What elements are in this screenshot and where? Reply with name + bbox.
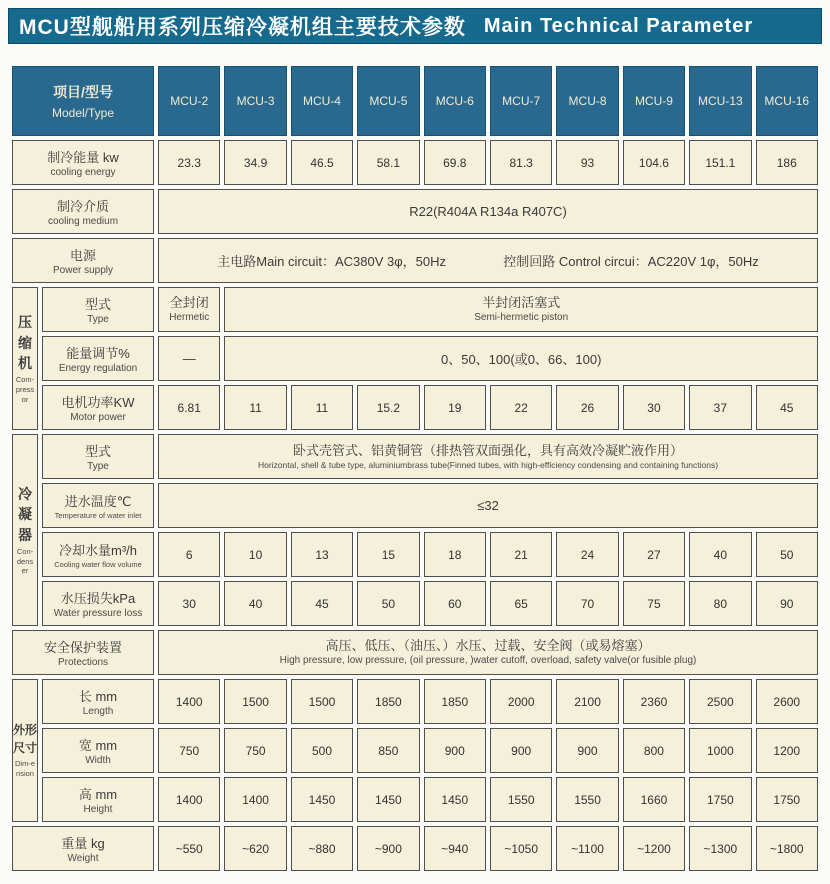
width-label: 宽 mm Width xyxy=(42,728,154,773)
value-cell: 1550 xyxy=(490,777,552,822)
value-cell: 1400 xyxy=(224,777,286,822)
value-cell: ~620 xyxy=(224,826,286,871)
value-cell: 21 xyxy=(490,532,552,577)
row-cooling-water-flow xyxy=(12,532,818,577)
compressor-type-label: 型式 Type xyxy=(42,287,154,332)
header-label-zh: 项目/型号 xyxy=(53,84,113,100)
condenser-group-label: 冷凝器 Con-denser xyxy=(12,434,38,626)
value-cell: 24 xyxy=(556,532,618,577)
value-cell: 1850 xyxy=(357,679,419,724)
value-cell: 186 xyxy=(756,140,818,185)
energy-regulation-rest: 0、50、100(或0、66、100) xyxy=(224,336,818,381)
value-cell: 93 xyxy=(556,140,618,185)
compressor-type-rest: 半封闭活塞式 Semi-hermetic piston xyxy=(224,287,818,332)
cooling-water-flow-label: 冷却水量m³/h Cooling water flow volume xyxy=(42,532,154,577)
page-title-zh: MCU型舰船用系列压缩冷凝机组主要技术参数 xyxy=(19,16,466,39)
value-cell: 750 xyxy=(158,728,220,773)
row-cooling-medium xyxy=(12,189,818,234)
row-energy-regulation xyxy=(12,336,818,381)
value-cell: 13 xyxy=(291,532,353,577)
value-cell: 81.3 xyxy=(490,140,552,185)
model-header-cell: MCU-2 xyxy=(158,66,220,136)
model-header-cell: MCU-8 xyxy=(556,66,618,136)
value-cell: 1500 xyxy=(291,679,353,724)
value-cell: 11 xyxy=(291,385,353,430)
row-compressor-type xyxy=(12,287,818,332)
protections-label: 安全保护装置 Protections xyxy=(12,630,154,675)
value-cell: 6.81 xyxy=(158,385,220,430)
dimensions-group-label: 外形尺寸 Dim-ension xyxy=(12,679,38,822)
compressor-type-first: 全封闭 Hermetic xyxy=(158,287,220,332)
page-title xyxy=(8,8,822,44)
value-cell: 104.6 xyxy=(623,140,685,185)
value-cell: 1200 xyxy=(756,728,818,773)
power-supply-value xyxy=(158,238,818,283)
value-cell: 1750 xyxy=(756,777,818,822)
value-cell: 40 xyxy=(224,581,286,626)
value-cell: 58.1 xyxy=(357,140,419,185)
value-cell: 1400 xyxy=(158,777,220,822)
water-inlet-temp-value: ≤32 xyxy=(158,483,818,528)
value-cell: ~1200 xyxy=(623,826,685,871)
value-cell: 850 xyxy=(357,728,419,773)
value-cell: 22 xyxy=(490,385,552,430)
model-header-cell: MCU-5 xyxy=(357,66,419,136)
row-water-pressure-loss xyxy=(12,581,818,626)
value-cell: 26 xyxy=(556,385,618,430)
value-cell: 2360 xyxy=(623,679,685,724)
length-label: 长 mm Length xyxy=(42,679,154,724)
power-supply-label: 电源 Power supply xyxy=(12,238,154,283)
model-header-cell: MCU-9 xyxy=(623,66,685,136)
value-cell: ~880 xyxy=(291,826,353,871)
value-cell: ~1300 xyxy=(689,826,751,871)
cooling-medium-value: R22(R404A R134a R407C) xyxy=(158,189,818,234)
water-inlet-temp-label: 进水温度℃ Temperature of water inlet xyxy=(42,483,154,528)
value-cell: 65 xyxy=(490,581,552,626)
row-height xyxy=(12,777,818,822)
protections-value: 高压、低压、（油压、）水压、过载、安全阀（或易熔塞） High pressure, low pressure, (oil pressure, )water cutoff, overload, safety valve(or fusible plug) xyxy=(158,630,818,675)
value-cell: 60 xyxy=(424,581,486,626)
main-circuit-spec: 主电路Main circuit：AC380V 3φ，50Hz xyxy=(217,254,447,269)
value-cell: 15 xyxy=(357,532,419,577)
value-cell: 75 xyxy=(623,581,685,626)
row-protections xyxy=(12,630,818,675)
value-cell: 45 xyxy=(756,385,818,430)
row-width xyxy=(12,728,818,773)
value-cell: 10 xyxy=(224,532,286,577)
condenser-type-label: 型式 Type xyxy=(42,434,154,479)
value-cell: 30 xyxy=(158,581,220,626)
value-cell: 2000 xyxy=(490,679,552,724)
value-cell: 800 xyxy=(623,728,685,773)
value-cell: 40 xyxy=(689,532,751,577)
value-cell: 2600 xyxy=(756,679,818,724)
value-cell: 15.2 xyxy=(357,385,419,430)
water-pressure-loss-label: 水压损失kPa Water pressure loss xyxy=(42,581,154,626)
value-cell: 1400 xyxy=(158,679,220,724)
page-title-en: Main Technical Parameter xyxy=(483,14,754,37)
value-cell: ~1800 xyxy=(756,826,818,871)
energy-regulation-label: 能量调节% Energy regulation xyxy=(42,336,154,381)
model-header-cell: MCU-4 xyxy=(291,66,353,136)
value-cell: 18 xyxy=(424,532,486,577)
value-cell: 30 xyxy=(623,385,685,430)
value-cell: 50 xyxy=(357,581,419,626)
row-power-supply xyxy=(12,238,818,283)
value-cell: 1450 xyxy=(357,777,419,822)
value-cell: ~550 xyxy=(158,826,220,871)
value-cell: ~940 xyxy=(424,826,486,871)
value-cell: 69.8 xyxy=(424,140,486,185)
value-cell: 11 xyxy=(224,385,286,430)
cooling-energy-label: 制冷能量 kw cooling energy xyxy=(12,140,154,185)
value-cell: 1500 xyxy=(224,679,286,724)
compressor-group-label: 压缩机 Com-pressor xyxy=(12,287,38,430)
value-cell: 1550 xyxy=(556,777,618,822)
row-water-inlet-temp xyxy=(12,483,818,528)
value-cell: 23.3 xyxy=(158,140,220,185)
row-weight xyxy=(12,826,818,871)
header-label-cell xyxy=(12,66,154,136)
value-cell: 2500 xyxy=(689,679,751,724)
value-cell: 19 xyxy=(424,385,486,430)
model-header-cell: MCU-16 xyxy=(756,66,818,136)
model-header-cell: MCU-13 xyxy=(689,66,751,136)
value-cell: 27 xyxy=(623,532,685,577)
header-label-en: Model/Type xyxy=(51,106,115,120)
cooling-medium-label: 制冷介质 cooling medium xyxy=(12,189,154,234)
value-cell: 1450 xyxy=(424,777,486,822)
value-cell: 80 xyxy=(689,581,751,626)
value-cell: 1450 xyxy=(291,777,353,822)
value-cell: 900 xyxy=(490,728,552,773)
value-cell: 37 xyxy=(689,385,751,430)
header-row xyxy=(12,66,818,136)
value-cell: ~900 xyxy=(357,826,419,871)
value-cell: 1850 xyxy=(424,679,486,724)
row-condenser-type xyxy=(12,434,818,479)
motor-power-label: 电机功率KW Motor power xyxy=(42,385,154,430)
spec-table xyxy=(8,62,822,875)
row-cooling-energy xyxy=(12,140,818,185)
row-length xyxy=(12,679,818,724)
condenser-type-value: 卧式壳管式、铝黄铜管（排热管双面强化，具有高效冷凝贮液作用） Horizontal, shell & tube type, aluminiumbrass tube(Finned tubes, with high-efficiency condensing and containing functions) xyxy=(158,434,818,479)
value-cell: 34.9 xyxy=(224,140,286,185)
value-cell: 70 xyxy=(556,581,618,626)
model-header-cell: MCU-7 xyxy=(490,66,552,136)
value-cell: 50 xyxy=(756,532,818,577)
value-cell: 46.5 xyxy=(291,140,353,185)
value-cell: ~1050 xyxy=(490,826,552,871)
value-cell: 1750 xyxy=(689,777,751,822)
value-cell: 2100 xyxy=(556,679,618,724)
model-header-cell: MCU-3 xyxy=(224,66,286,136)
row-motor-power xyxy=(12,385,818,430)
value-cell: 500 xyxy=(291,728,353,773)
model-header-cell: MCU-6 xyxy=(424,66,486,136)
energy-regulation-first: — xyxy=(158,336,220,381)
control-circuit-spec: 控制回路 Control circui：AC220V 1φ，50Hz xyxy=(503,254,759,269)
value-cell: 900 xyxy=(424,728,486,773)
value-cell: 151.1 xyxy=(689,140,751,185)
height-label: 高 mm Height xyxy=(42,777,154,822)
value-cell: 750 xyxy=(224,728,286,773)
weight-label: 重量 kg Weight xyxy=(12,826,154,871)
value-cell: ~1100 xyxy=(556,826,618,871)
value-cell: 900 xyxy=(556,728,618,773)
value-cell: 1000 xyxy=(689,728,751,773)
value-cell: 6 xyxy=(158,532,220,577)
value-cell: 90 xyxy=(756,581,818,626)
value-cell: 45 xyxy=(291,581,353,626)
value-cell: 1660 xyxy=(623,777,685,822)
